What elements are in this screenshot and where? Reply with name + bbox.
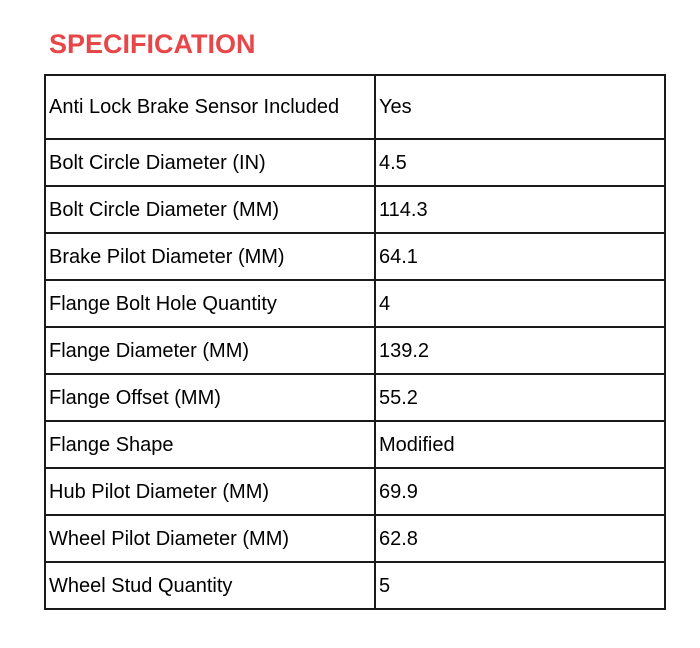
spec-value: 55.2	[375, 374, 665, 421]
spec-label: Bolt Circle Diameter (IN)	[45, 139, 375, 186]
spec-value: Yes	[375, 75, 665, 139]
table-row	[45, 186, 665, 233]
table-row	[45, 562, 665, 609]
spec-value: 69.9	[375, 468, 665, 515]
spec-label: Flange Diameter (MM)	[45, 327, 375, 374]
spec-value: 5	[375, 562, 665, 609]
table-row	[45, 75, 665, 139]
spec-label: Anti Lock Brake Sensor Included	[45, 75, 375, 139]
spec-label: Bolt Circle Diameter (MM)	[45, 186, 375, 233]
table-row	[45, 233, 665, 280]
spec-value: 62.8	[375, 515, 665, 562]
spec-label: Hub Pilot Diameter (MM)	[45, 468, 375, 515]
specification-table	[44, 74, 666, 610]
table-row	[45, 327, 665, 374]
table-row	[45, 468, 665, 515]
spec-value: 4.5	[375, 139, 665, 186]
spec-value: 139.2	[375, 327, 665, 374]
spec-value: Modified	[375, 421, 665, 468]
table-row	[45, 515, 665, 562]
spec-label: Flange Offset (MM)	[45, 374, 375, 421]
spec-value: 114.3	[375, 186, 665, 233]
spec-label: Flange Shape	[45, 421, 375, 468]
spec-label: Wheel Stud Quantity	[45, 562, 375, 609]
table-row	[45, 421, 665, 468]
spec-label: Wheel Pilot Diameter (MM)	[45, 515, 375, 562]
table-row	[45, 280, 665, 327]
spec-label: Brake Pilot Diameter (MM)	[45, 233, 375, 280]
spec-value: 4	[375, 280, 665, 327]
spec-label: Flange Bolt Hole Quantity	[45, 280, 375, 327]
spec-value: 64.1	[375, 233, 665, 280]
table-row	[45, 139, 665, 186]
page-title: SPECIFICATION	[49, 29, 256, 59]
table-row	[45, 374, 665, 421]
